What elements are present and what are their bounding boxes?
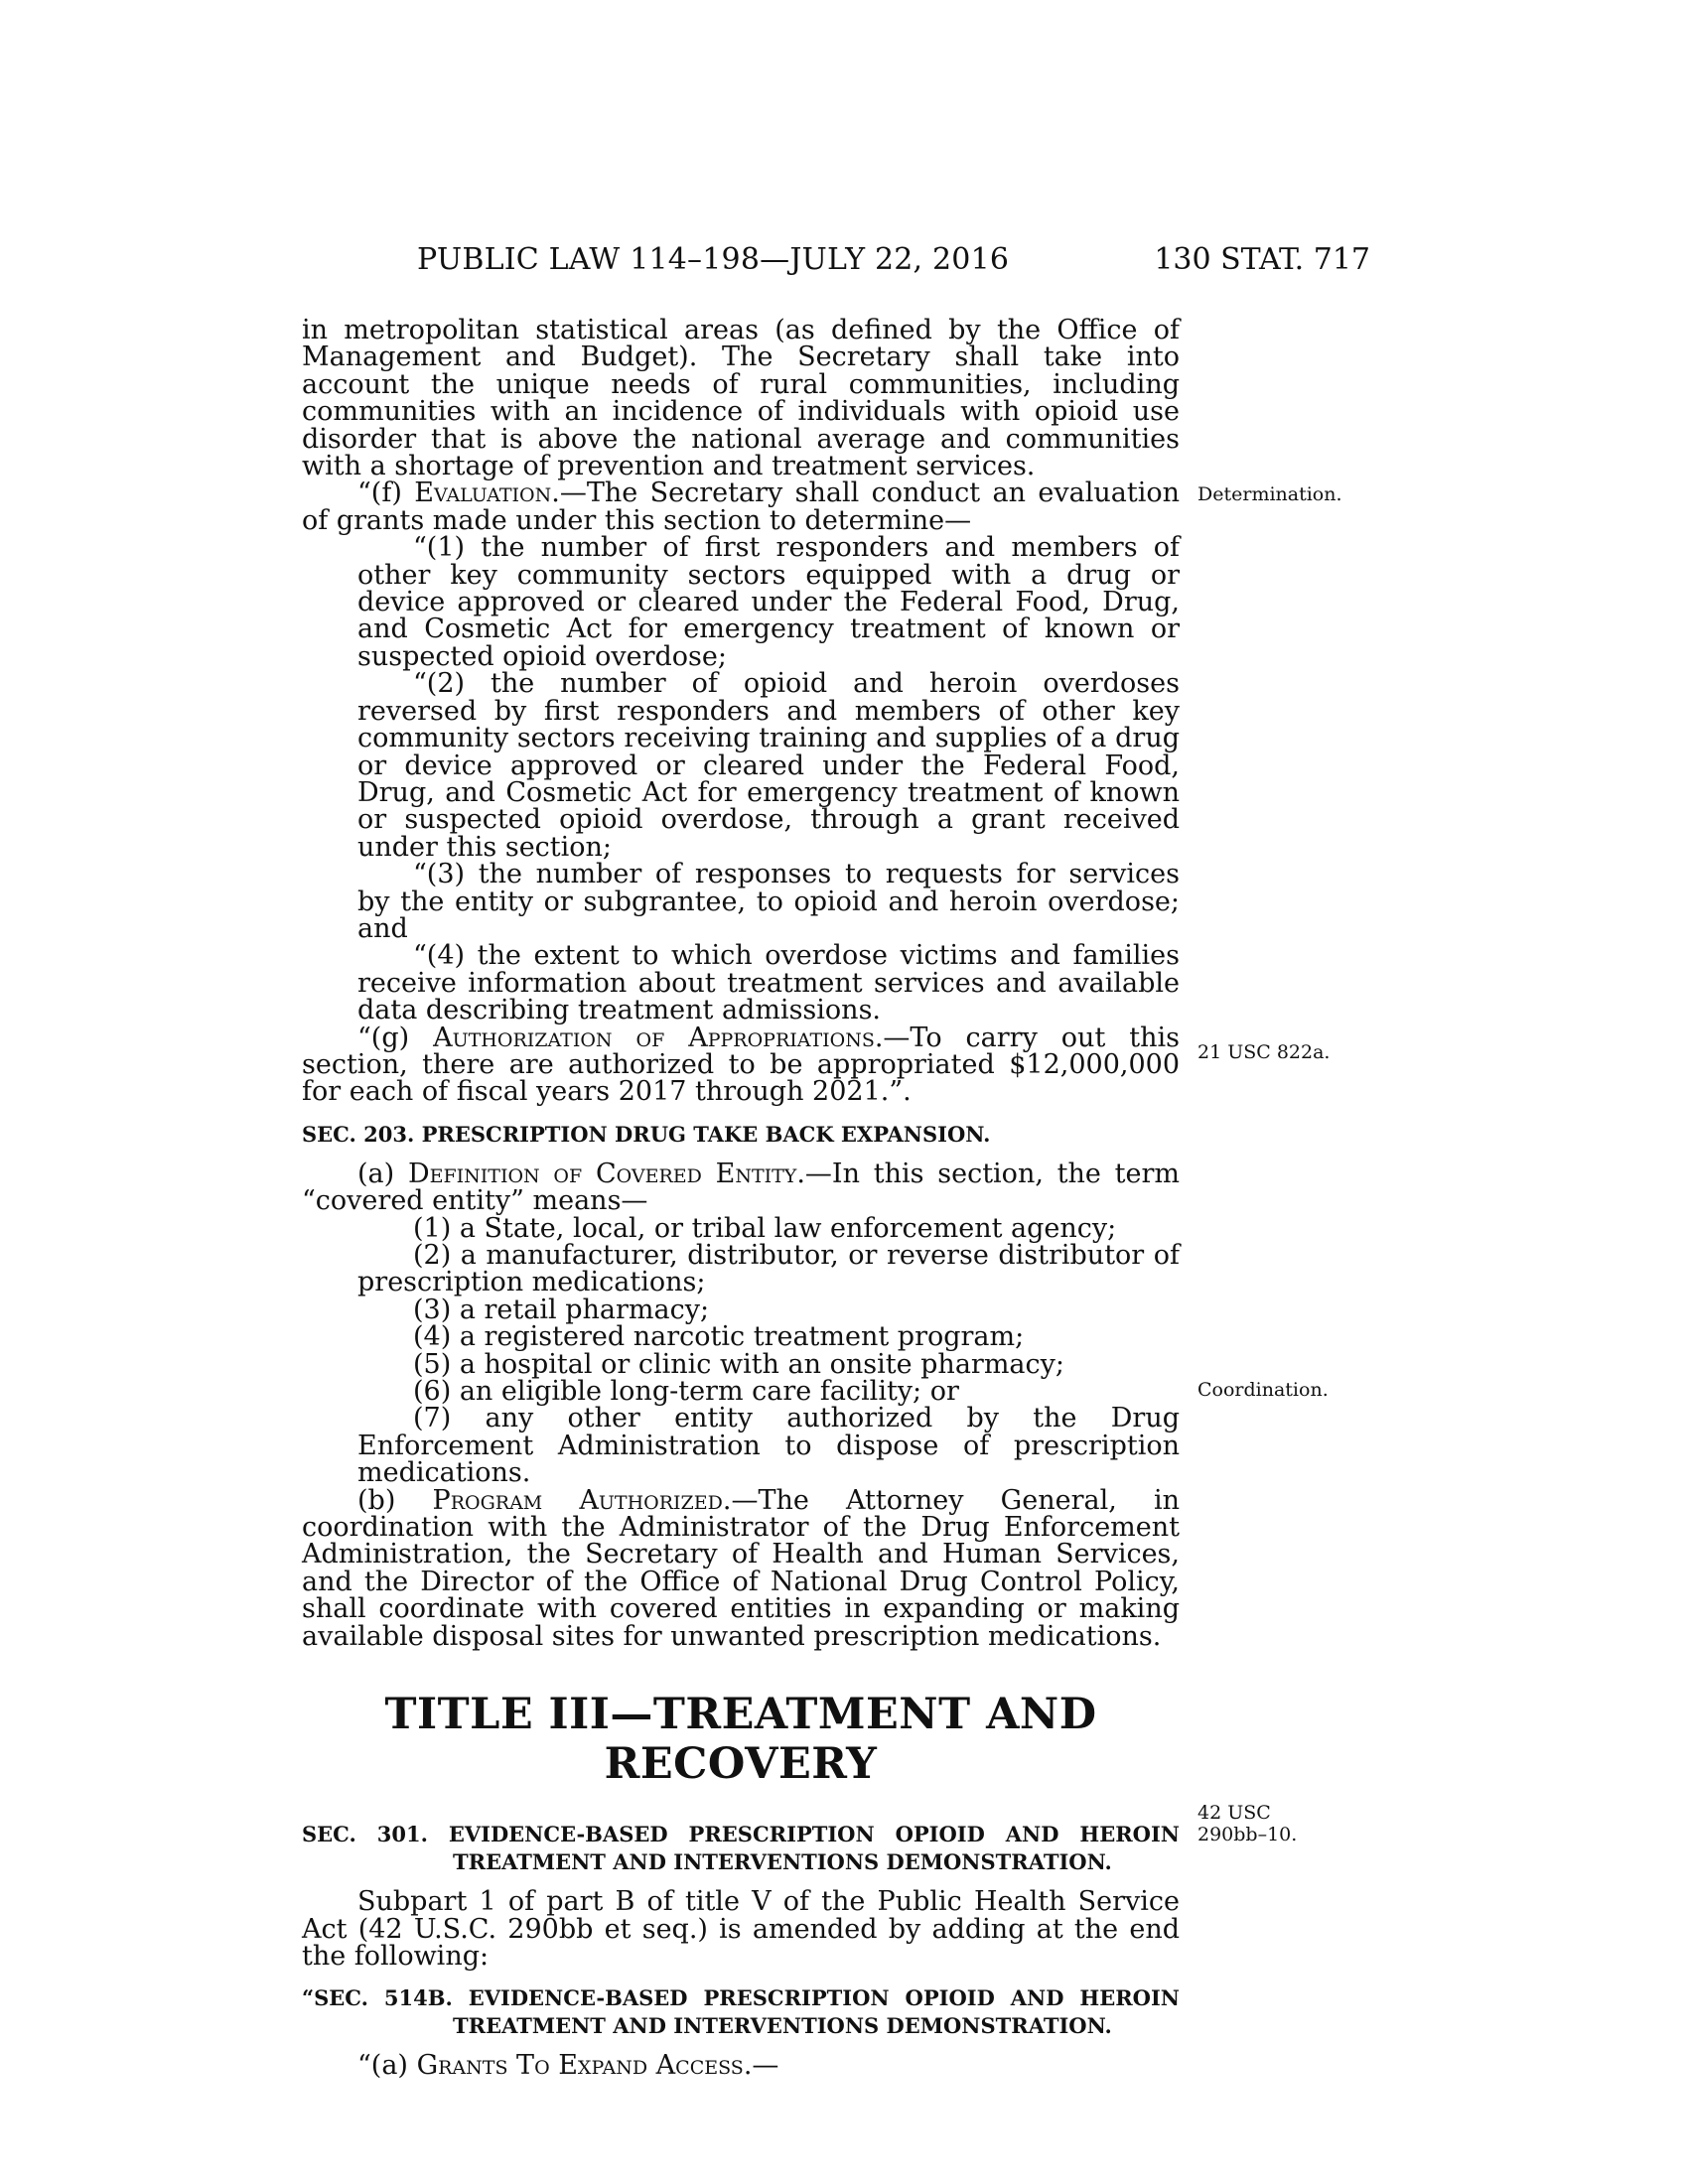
paragraph-a2: (2) a manufacturer, distributor, or reverse distributor of prescription medications; — [357, 1240, 1180, 1298]
paragraph-a3: (3) a retail pharmacy; — [413, 1294, 710, 1325]
subsection-a: (a) Definition of Covered Entity.—In this section, the term “covered entity” means— — [302, 1158, 1180, 1217]
paragraph-a7: (7) any other entity authorized by the Drug Enforcement Administration to dispose of prescription medications. — [357, 1403, 1180, 1489]
subsection-g: “(g) Authorization of Appropriations.—To carry out this section, there are authorized to be appropriated $12,000,000 for each of fiscal years 2017 through 2021.”. — [302, 1022, 1180, 1108]
paragraph-f4: “(4) the extent to which overdose victims and families receive information about treatment services and available data describing treatment admissions. — [357, 940, 1180, 1026]
subsection-g-heading: Authorization of Appropriations — [433, 1022, 875, 1053]
section-514b-heading: “SEC. 514B. EVIDENCE-BASED PRESCRIPTION OPIOID AND HEROIN TREATMENT AND INTERVENTIONS DEMONSTRATION. — [302, 1985, 1180, 2039]
paragraph-a5: (5) a hospital or clinic with an onsite pharmacy; — [413, 1348, 1064, 1380]
margin-note-usc-290bb-line1: 42 USC — [1197, 1802, 1271, 1824]
paragraph-f3: “(3) the number of responses to requests for services by the entity or subgrantee, to opioid and heroin overdose; and — [357, 859, 1180, 944]
paragraph-intro: in metropolitan statistical areas (as defined by the Office of Management and Budget). The Secretary shall take into account the unique needs of rural communities, including communities with an incidence of individuals with opioid use disorder that is above the national average and communities with a shortage of prevention and treatment services. — [302, 315, 1180, 482]
margin-note-usc-290bb — [1197, 1802, 1297, 1845]
main-text-column — [302, 317, 1180, 2080]
section-301-heading: SEC. 301. EVIDENCE-BASED PRESCRIPTION OPIOID AND HEROIN TREATMENT AND INTERVENTIONS DEMONSTRATION. — [302, 1822, 1180, 1875]
header-stat-page: 130 STAT. 717 — [1154, 242, 1370, 277]
subsection-a-heading: Definition of Covered Entity — [407, 1158, 797, 1189]
paragraph-301: Subpart 1 of part B of title V of the Public Health Service Act (42 U.S.C. 290bb et seq.) is amended by adding at the end the following: — [302, 1886, 1180, 1972]
header-title: PUBLIC LAW 114–198—JULY 22, 2016 — [417, 242, 1010, 277]
margin-note-determination: Determination. — [1197, 483, 1342, 505]
subsection-grants: “(a) Grants To Expand Access.— — [357, 2050, 779, 2082]
subsection-b: (b) Program Authorized.—The Attorney General, in coordination with the Administrator of the Drug Enforcement Administration, the Secretary of Health and Human Services, and the Director of the Office of National Drug Control Policy, shall coordinate with covered entities in expanding or making available disposal sites for unwanted prescription medications. — [302, 1484, 1180, 1652]
subsection-grants-heading: Grants To Expand Access — [416, 2050, 744, 2082]
paragraph-f1: “(1) the number of first responders and members of other key community sectors equipped with a drug or device approved or cleared under the Federal Food, Drug, and Cosmetic Act for emergency treatment of known or suspected opioid overdose; — [357, 532, 1180, 672]
section-203-heading: SEC. 203. PRESCRIPTION DRUG TAKE BACK EXPANSION. — [302, 1121, 991, 1147]
title-iii-heading: TITLE III—TREATMENT AND RECOVERY — [384, 1690, 1097, 1790]
subsection-f-heading: Evaluation — [414, 478, 552, 509]
paragraph-f2: “(2) the number of opioid and heroin overdoses reversed by first responders and members of other key community sectors receiving training and supplies of a drug or device approved or cleared under the Federal Food, Drug, and Cosmetic Act for emergency treatment of known or suspected opioid overdose, through a grant received under this section; — [357, 668, 1180, 863]
paragraph-a6: (6) an eligible long-term care facility; or — [413, 1376, 959, 1408]
subsection-f: “(f) Evaluation.—The Secretary shall conduct an evaluation of grants made under this section to determine— — [302, 478, 1180, 536]
running-header — [298, 242, 1370, 282]
margin-note-usc-290bb-line2: 290bb–10. — [1197, 1824, 1298, 1845]
margin-note-coordination: Coordination. — [1197, 1379, 1329, 1401]
margin-note-usc-822a: 21 USC 822a. — [1197, 1041, 1331, 1063]
paragraph-a4: (4) a registered narcotic treatment program; — [413, 1321, 1025, 1353]
subsection-b-heading: Program Authorized — [432, 1484, 723, 1516]
paragraph-a1: (1) a State, local, or tribal law enforcement agency; — [413, 1212, 1117, 1244]
